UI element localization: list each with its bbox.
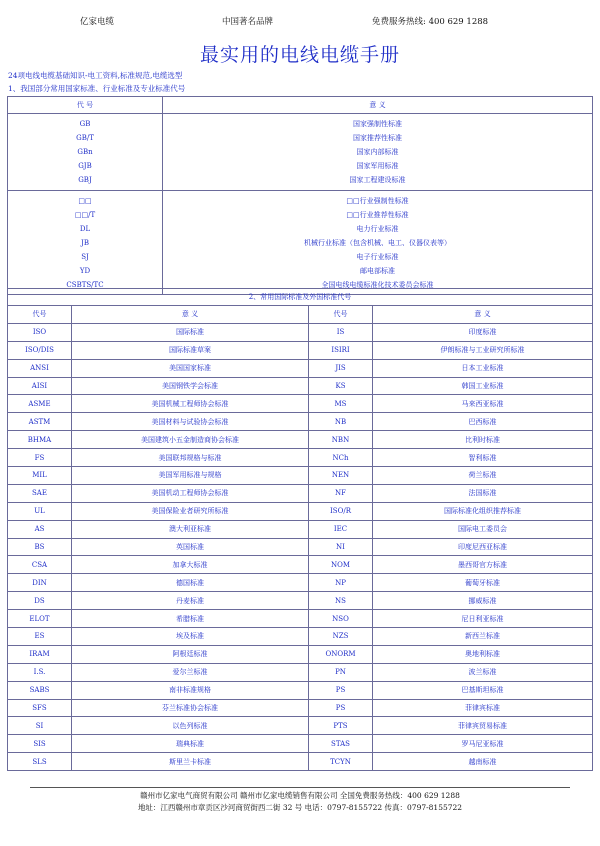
standard-meaning: 国家工程建设标准 bbox=[349, 176, 406, 184]
standard-code: TCYN bbox=[309, 753, 373, 771]
table-row bbox=[8, 717, 593, 735]
standard-meaning: 国际标准化组织推荐标准 bbox=[373, 502, 593, 520]
standard-meaning: 电子行业标准 bbox=[356, 253, 399, 261]
table-row bbox=[8, 502, 593, 520]
standard-code: AS bbox=[8, 520, 72, 538]
table-row bbox=[8, 645, 593, 663]
standard-meaning: 国际电工委员会 bbox=[373, 520, 593, 538]
standard-meaning: □□行业推荐性标准 bbox=[346, 211, 409, 219]
standard-meaning: 巴西标准 bbox=[373, 413, 593, 431]
standard-code: PS bbox=[309, 699, 373, 717]
table-header-row bbox=[8, 306, 593, 324]
table-caption-row bbox=[8, 289, 593, 306]
standard-meaning: 韩国工业标准 bbox=[373, 377, 593, 395]
standard-meaning: 芬兰标准协会标准 bbox=[72, 699, 309, 717]
standard-meaning: □□行业强制性标准 bbox=[346, 197, 409, 205]
table-row bbox=[8, 574, 593, 592]
standard-meaning: 美国国家标准 bbox=[72, 359, 309, 377]
column-header-code: 代号 bbox=[309, 306, 373, 324]
table-row bbox=[8, 735, 593, 753]
footer-divider bbox=[30, 787, 570, 788]
table-row bbox=[8, 395, 593, 413]
standard-code: MIL bbox=[8, 467, 72, 485]
standard-meaning: 美国军用标准与规格 bbox=[72, 467, 309, 485]
standard-meaning: 挪威标准 bbox=[373, 592, 593, 610]
standard-meaning: 巴基斯坦标准 bbox=[373, 681, 593, 699]
footer-company: 赣州市亿家电气商贸有限公司 赣州市亿家电缆销售有限公司 全国免费服务热线：400 629 1288 bbox=[140, 791, 460, 800]
table-row bbox=[8, 359, 593, 377]
international-standards-table bbox=[7, 288, 593, 771]
standard-meaning: 德国标准 bbox=[72, 574, 309, 592]
standard-code: PN bbox=[309, 663, 373, 681]
standard-code: NF bbox=[309, 484, 373, 502]
table-row bbox=[8, 681, 593, 699]
table-row bbox=[8, 753, 593, 771]
page-title: 最实用的电线电缆手册 bbox=[199, 44, 400, 66]
standard-meaning: 美国机械工程师协会标准 bbox=[72, 395, 309, 413]
standard-meaning: 越南标准 bbox=[373, 753, 593, 771]
standard-code: PTS bbox=[309, 717, 373, 735]
standard-meaning: 法国标准 bbox=[373, 484, 593, 502]
page-header bbox=[0, 15, 600, 29]
standard-code: ONORM bbox=[309, 645, 373, 663]
standard-code: ASME bbox=[8, 395, 72, 413]
page-subtitle: 24项电线电缆基础知识-电工资料,标准规范,电缆选型 bbox=[8, 71, 183, 80]
footer-address: 地址：江西赣州市章贡区沙河商贸街西二街 32 号 电话：0797-8155722 传真：0797-8155722 bbox=[137, 803, 463, 812]
standard-meaning: 智利标准 bbox=[373, 449, 593, 467]
standard-code: ES bbox=[8, 628, 72, 646]
standard-code: SI bbox=[8, 717, 72, 735]
standard-code: IEC bbox=[309, 520, 373, 538]
standard-meaning: 奥地利标准 bbox=[373, 645, 593, 663]
group-codes bbox=[8, 191, 163, 295]
standard-code: NZS bbox=[309, 628, 373, 646]
standard-meaning: 美国保险业者研究所标准 bbox=[72, 502, 309, 520]
standard-code: STAS bbox=[309, 735, 373, 753]
table-row bbox=[8, 699, 593, 717]
standard-code: GBn bbox=[77, 148, 93, 156]
standard-meaning: 英国标准 bbox=[72, 538, 309, 556]
standard-meaning: 新西兰标准 bbox=[373, 628, 593, 646]
standard-meaning: 希腊标准 bbox=[72, 610, 309, 628]
standard-code: NI bbox=[309, 538, 373, 556]
standard-meaning: 美国材料与试验协会标准 bbox=[72, 413, 309, 431]
standard-meaning: 罗马尼亚标准 bbox=[373, 735, 593, 753]
standard-code: DS bbox=[8, 592, 72, 610]
standard-meaning: 美国机动工程师协会标准 bbox=[72, 484, 309, 502]
standard-meaning: 丹麦标准 bbox=[72, 592, 309, 610]
standard-meaning: 国际标准 bbox=[72, 323, 309, 341]
header-hotline: 免费服务热线: 400 629 1288 bbox=[372, 17, 489, 27]
standard-code: CSBTS/TC bbox=[66, 281, 104, 289]
standard-code: ISO/R bbox=[309, 502, 373, 520]
column-header-code: 代号 bbox=[8, 306, 72, 324]
table-header-row bbox=[8, 97, 593, 114]
standard-meaning: 国家推荐性标准 bbox=[353, 134, 402, 142]
standard-code: SAE bbox=[8, 484, 72, 502]
standard-meaning: 爱尔兰标准 bbox=[72, 663, 309, 681]
standard-code: CSA bbox=[8, 556, 72, 574]
standard-meaning: 埃及标准 bbox=[72, 628, 309, 646]
standard-code: NS bbox=[309, 592, 373, 610]
standard-meaning: 波兰标准 bbox=[373, 663, 593, 681]
standard-code: ELOT bbox=[8, 610, 72, 628]
standard-meaning: 国家内部标准 bbox=[356, 148, 399, 156]
standard-code: BS bbox=[8, 538, 72, 556]
industry-standards-group bbox=[8, 191, 593, 295]
standard-code: FS bbox=[8, 449, 72, 467]
standard-code: YD bbox=[79, 267, 91, 275]
standard-meaning: 机械行业标准（包含机械、电工、仪器仪表等） bbox=[304, 239, 451, 247]
standard-code: ASTM bbox=[8, 413, 72, 431]
standard-code: NP bbox=[309, 574, 373, 592]
table-row bbox=[8, 377, 593, 395]
table-row bbox=[8, 484, 593, 502]
column-header-meaning: 意 义 bbox=[163, 97, 593, 114]
standard-code: GB bbox=[79, 120, 91, 128]
national-standards-group bbox=[8, 114, 593, 191]
standard-meaning: 全国电线电缆标准化技术委员会标准 bbox=[321, 281, 434, 289]
standard-meaning: 日本工业标准 bbox=[373, 359, 593, 377]
group-meanings bbox=[163, 114, 593, 191]
table-row bbox=[8, 610, 593, 628]
standard-meaning: 比利时标准 bbox=[373, 431, 593, 449]
standard-meaning: 邮电部标准 bbox=[360, 267, 395, 275]
table-row bbox=[8, 413, 593, 431]
standard-meaning: 加拿大标准 bbox=[72, 556, 309, 574]
group-meanings bbox=[163, 191, 593, 295]
standard-meaning: 菲律宾贸易标准 bbox=[373, 717, 593, 735]
standard-code: NEN bbox=[309, 467, 373, 485]
standard-code: IS bbox=[309, 323, 373, 341]
standard-code: DIN bbox=[8, 574, 72, 592]
standard-code: KS bbox=[309, 377, 373, 395]
standard-code: MS bbox=[309, 395, 373, 413]
standard-meaning: 阿根廷标准 bbox=[72, 645, 309, 663]
group-codes bbox=[8, 114, 163, 191]
standard-code: SFS bbox=[8, 699, 72, 717]
standard-code: ANSI bbox=[8, 359, 72, 377]
table-row bbox=[8, 520, 593, 538]
standard-code: GJB bbox=[78, 162, 92, 170]
table-row bbox=[8, 341, 593, 359]
section-2-heading: 2、常用国际标准及外国标准代号 bbox=[8, 289, 593, 306]
standard-code: SABS bbox=[8, 681, 72, 699]
standard-meaning: 美国联邦规格与标准 bbox=[72, 449, 309, 467]
standard-code: NCh bbox=[309, 449, 373, 467]
standard-meaning: 墨西哥官方标准 bbox=[373, 556, 593, 574]
standard-code: NOM bbox=[309, 556, 373, 574]
standard-code: PS bbox=[309, 681, 373, 699]
standard-code: □□/T bbox=[74, 211, 96, 219]
standard-meaning: 国际标准草案 bbox=[72, 341, 309, 359]
table-row bbox=[8, 538, 593, 556]
national-standards-table bbox=[7, 96, 593, 295]
table-row bbox=[8, 592, 593, 610]
section-1-heading: 1、我国部分常用国家标准、行业标准及专业标准代号 bbox=[8, 84, 186, 93]
header-brand: 亿家电缆 bbox=[80, 17, 115, 27]
standard-code: BHMA bbox=[8, 431, 72, 449]
standard-meaning: 瑞典标准 bbox=[72, 735, 309, 753]
standard-code: SLS bbox=[8, 753, 72, 771]
standard-code: NB bbox=[309, 413, 373, 431]
standard-meaning: 荷兰标准 bbox=[373, 467, 593, 485]
standard-code: JIS bbox=[309, 359, 373, 377]
table-row bbox=[8, 628, 593, 646]
table-row bbox=[8, 431, 593, 449]
standard-code: □□ bbox=[78, 197, 92, 205]
standard-meaning: 澳大利亚标准 bbox=[72, 520, 309, 538]
standard-code: GBJ bbox=[78, 176, 92, 184]
table-row bbox=[8, 663, 593, 681]
standard-meaning: 南非标准规格 bbox=[72, 681, 309, 699]
standard-code: SIS bbox=[8, 735, 72, 753]
table-row bbox=[8, 323, 593, 341]
standard-code: JB bbox=[81, 239, 89, 247]
table-row bbox=[8, 556, 593, 574]
standard-meaning: 尼日利亚标准 bbox=[373, 610, 593, 628]
standard-code: GB/T bbox=[76, 134, 94, 142]
standard-meaning: 印度尼西亚标准 bbox=[373, 538, 593, 556]
standard-meaning: 马来西亚标准 bbox=[373, 395, 593, 413]
standard-code: DL bbox=[79, 225, 91, 233]
standard-meaning: 国家强制性标准 bbox=[353, 120, 402, 128]
standard-code: NSO bbox=[309, 610, 373, 628]
standard-meaning: 电力行业标准 bbox=[356, 225, 399, 233]
standard-code: I.S. bbox=[8, 663, 72, 681]
column-header-code: 代 号 bbox=[8, 97, 163, 114]
standard-meaning: 伊朗标准与工业研究所标准 bbox=[373, 341, 593, 359]
standard-code: ISO/DIS bbox=[8, 341, 72, 359]
standard-meaning: 美国钢铁学会标准 bbox=[72, 377, 309, 395]
standard-meaning: 葡萄牙标准 bbox=[373, 574, 593, 592]
standard-code: SJ bbox=[81, 253, 89, 261]
standard-code: IRAM bbox=[8, 645, 72, 663]
standard-meaning: 印度标准 bbox=[373, 323, 593, 341]
standard-code: UL bbox=[8, 502, 72, 520]
standard-meaning: 以色列标准 bbox=[72, 717, 309, 735]
standard-meaning: 国家军用标准 bbox=[356, 162, 399, 170]
standard-code: NBN bbox=[309, 431, 373, 449]
standard-meaning: 斯里兰卡标准 bbox=[72, 753, 309, 771]
header-slogan: 中国著名品牌 bbox=[222, 17, 274, 27]
standard-code: ISIRI bbox=[309, 341, 373, 359]
standard-code: ISO bbox=[8, 323, 72, 341]
standard-code: AISI bbox=[8, 377, 72, 395]
column-header-meaning: 意 义 bbox=[373, 306, 593, 324]
table-row bbox=[8, 449, 593, 467]
column-header-meaning: 意 义 bbox=[72, 306, 309, 324]
standard-meaning: 菲律宾标准 bbox=[373, 699, 593, 717]
standard-meaning: 美国建筑小五金制造商协会标准 bbox=[72, 431, 309, 449]
table-row bbox=[8, 467, 593, 485]
